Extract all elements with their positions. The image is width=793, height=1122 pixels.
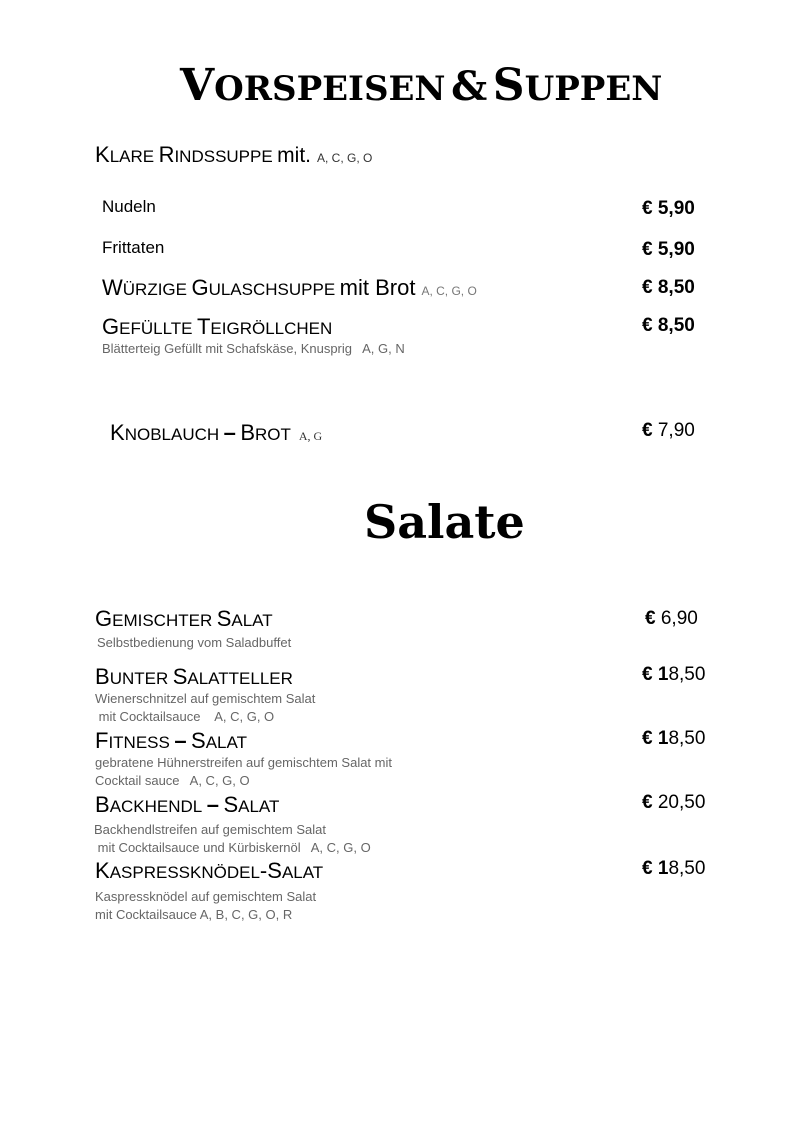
item-bunter-salatteller-price: € 18,50 bbox=[642, 664, 706, 685]
item-kaspressknoedel-salat-desc: Kaspressknödel auf gemischtem Salat mit Cocktailsauce A, B, C, G, O, R bbox=[95, 889, 317, 922]
item-teigroellchen: GEFÜLLTE TEIGRÖLLCHEN bbox=[102, 314, 333, 339]
item-fitness-salat: FITNESS – SALAT bbox=[95, 728, 247, 753]
item-knoblauch-brot-price: € 7,90 bbox=[642, 420, 695, 441]
section-title-vorspeisen: VORSPEISEN & SUPPEN bbox=[180, 60, 663, 111]
item-backhendl-salat-price: € 20,50 bbox=[642, 792, 706, 813]
item-fitness-salat-desc: gebratene Hühnerstreifen auf gemischtem Salat mit Cocktail sauce A, C, G, O bbox=[95, 755, 392, 788]
item-frittaten-price: € 5,90 bbox=[642, 239, 695, 260]
item-teigroellchen-desc: Blätterteig Gefüllt mit Schafskäse, Knusprig A, G, N bbox=[102, 341, 405, 356]
item-gemischter-salat: GEMISCHTER SALAT bbox=[95, 606, 273, 631]
item-gulaschsuppe: WÜRZIGE GULASCHSUPPE mit Brot A, C, G, O bbox=[102, 275, 477, 300]
item-fitness-salat-price: € 18,50 bbox=[642, 728, 706, 749]
item-kaspressknoedel-salat: KASPRESSKNÖDEL-SALAT bbox=[95, 858, 324, 883]
item-bunter-salatteller: BUNTER SALATTELLER bbox=[95, 664, 293, 689]
item-gemischter-salat-price: € 6,90 bbox=[645, 608, 698, 629]
item-kaspressknoedel-salat-price: € 18,50 bbox=[642, 858, 706, 879]
item-teigroellchen-price: € 8,50 bbox=[642, 315, 695, 336]
item-backhendl-salat-desc: Backhendlstreifen auf gemischtem Salat mit Cocktailsauce und Kürbiskernöl A, C, G, O bbox=[94, 822, 371, 855]
section-title-salate: Salate bbox=[364, 495, 525, 549]
item-klare-rindssuppe: KLARE RINDSSUPPE mit. A, C, G, O bbox=[95, 142, 373, 167]
item-backhendl-salat: BACKHENDL – SALAT bbox=[95, 792, 280, 817]
item-nudeln-name: Nudeln bbox=[102, 197, 156, 216]
item-gulaschsuppe-price: € 8,50 bbox=[642, 277, 695, 298]
item-nudeln-price: € 5,90 bbox=[642, 198, 695, 219]
item-bunter-salatteller-desc: Wienerschnitzel auf gemischtem Salat mit Cocktailsauce A, C, G, O bbox=[95, 691, 316, 724]
item-knoblauch-brot: KNOBLAUCH – BROT A, G bbox=[110, 420, 323, 445]
item-gemischter-salat-desc: Selbstbedienung vom Saladbuffet bbox=[97, 635, 292, 650]
item-frittaten-name: Frittaten bbox=[102, 238, 165, 257]
